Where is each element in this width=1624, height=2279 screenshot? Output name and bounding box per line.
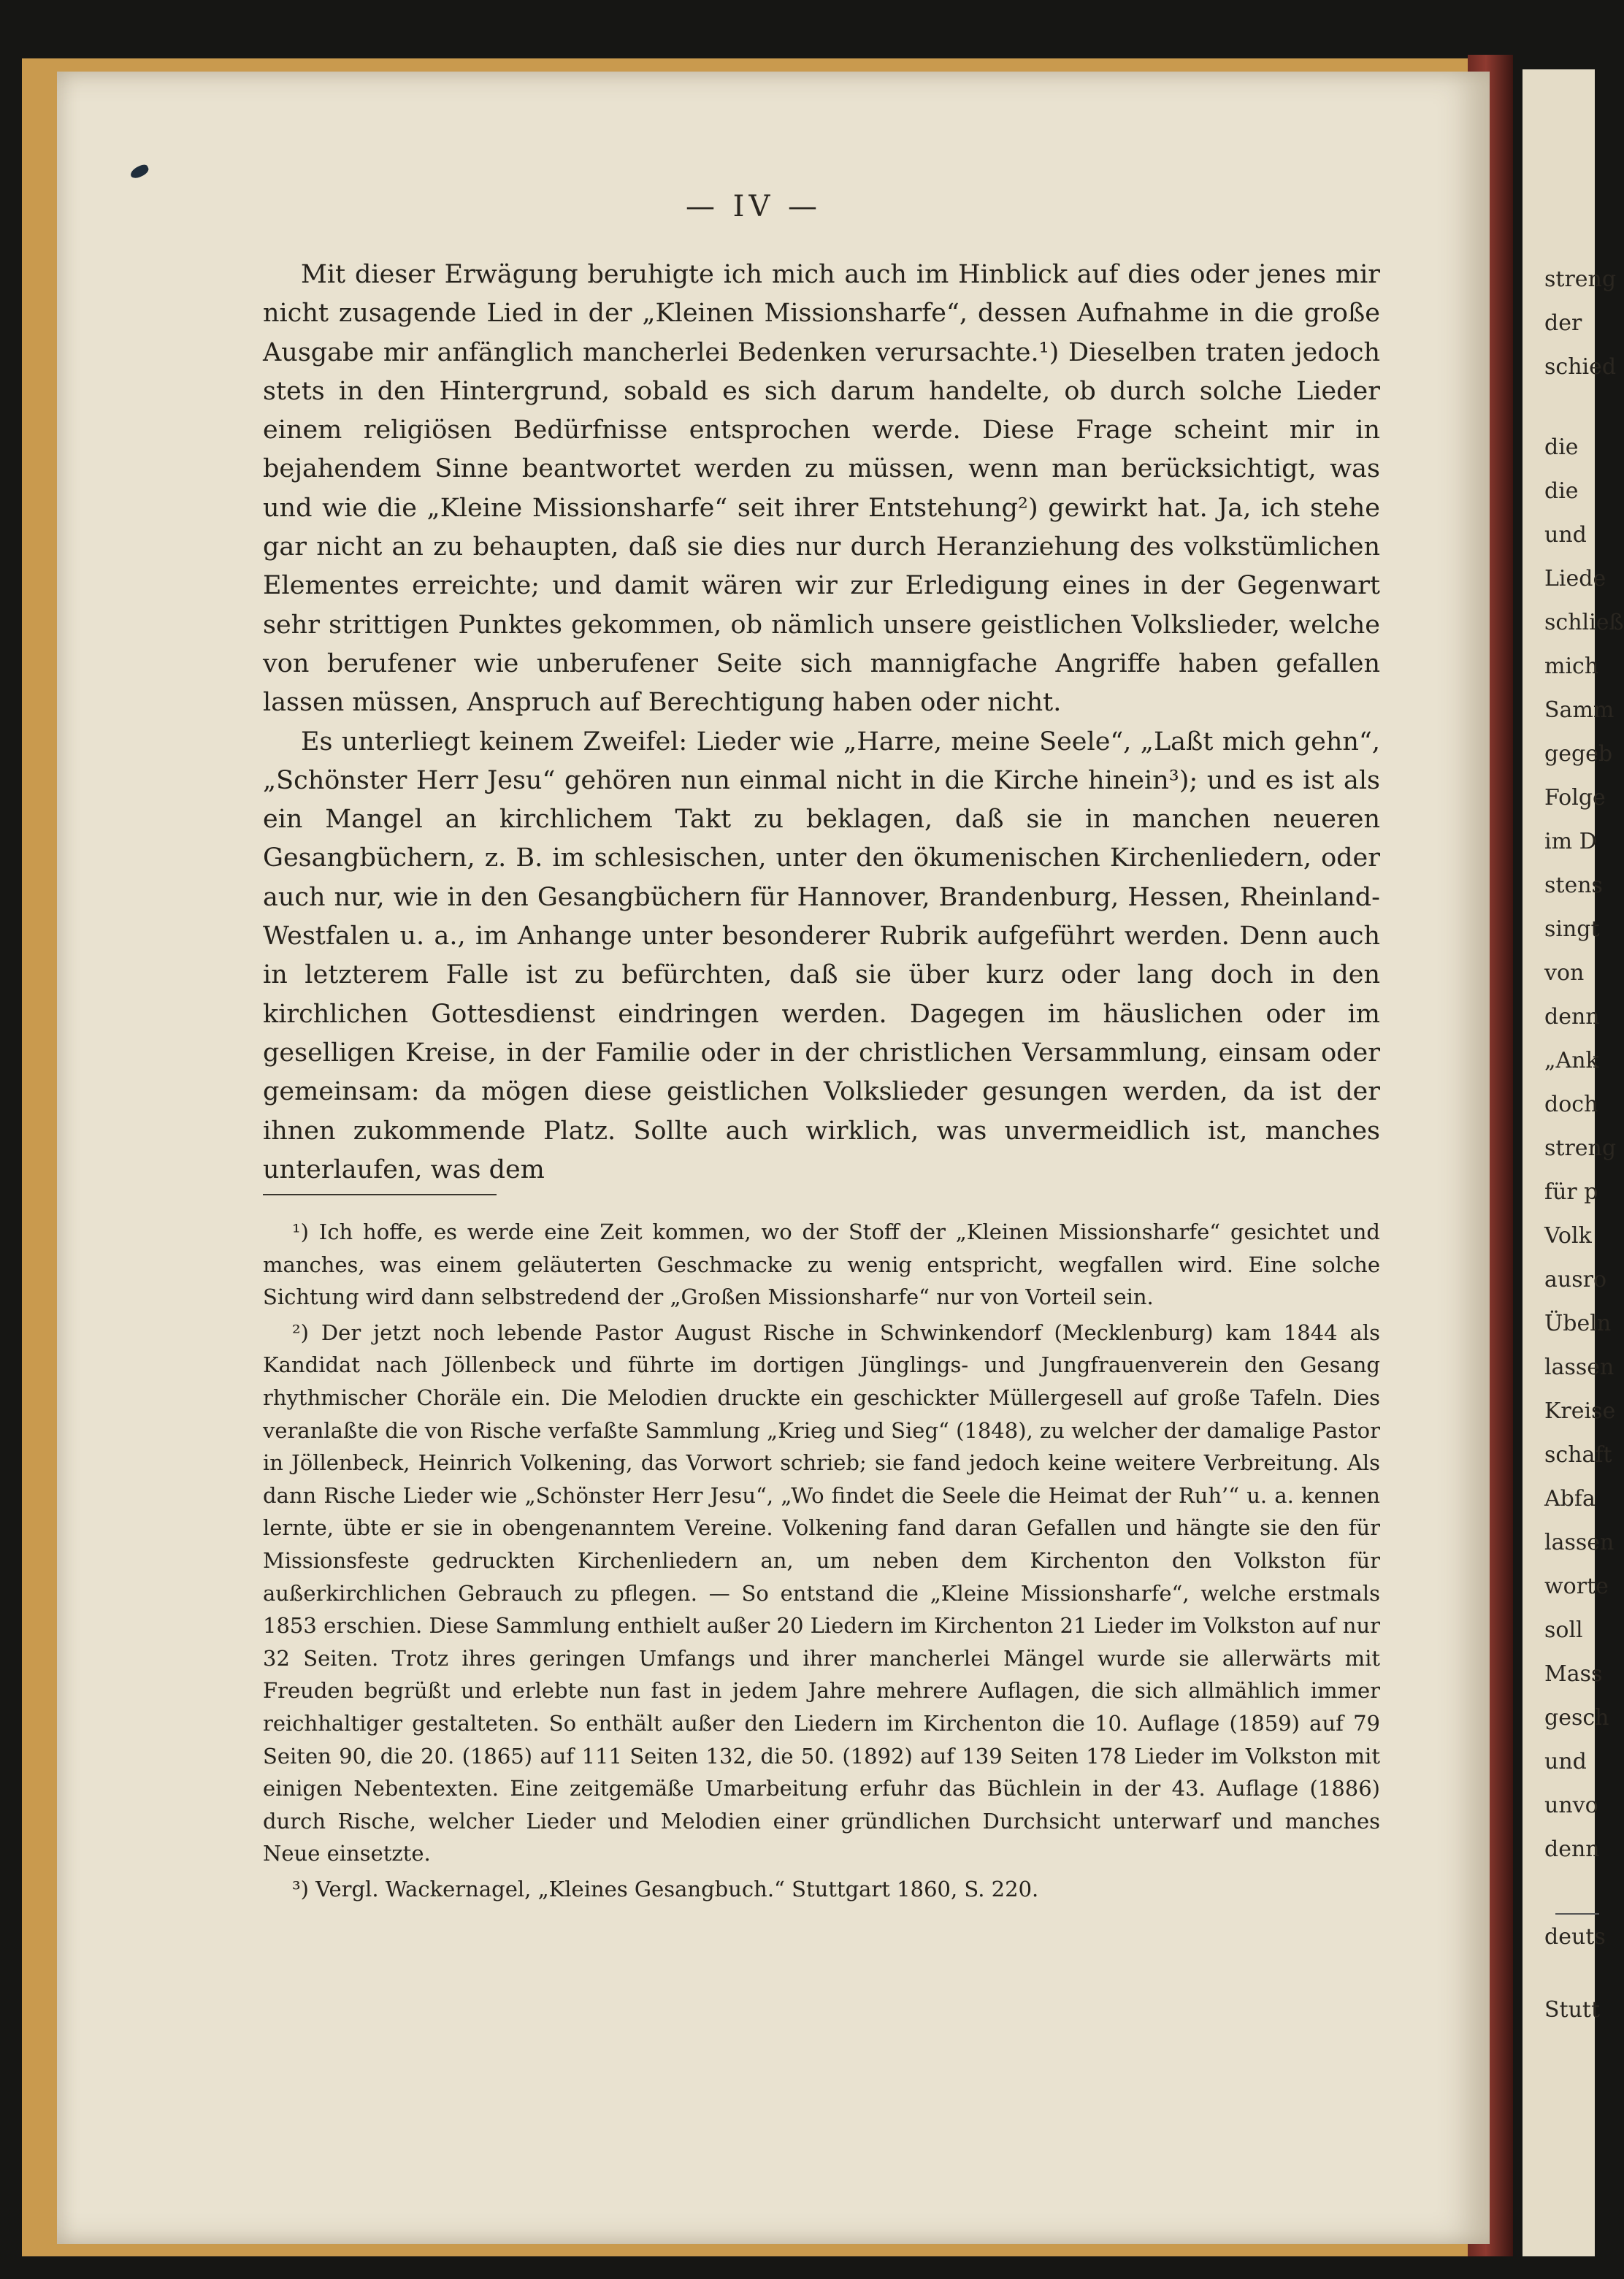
- footnote-text: Vergl. Wackernagel, „Kleines Gesangbuch.“ Stuttgart 1860, S. 220.: [315, 1876, 1039, 1901]
- adjacent-footnote-rule: [1555, 1913, 1599, 1915]
- adjacent-page-text: Volk: [1544, 1223, 1592, 1249]
- adjacent-page-text: Abfa: [1544, 1486, 1596, 1512]
- adjacent-page-text: stens: [1544, 873, 1603, 898]
- adjacent-page-text: unvo: [1544, 1793, 1598, 1818]
- adjacent-page-text: von: [1544, 960, 1585, 986]
- adjacent-page-text: „Ank: [1544, 1048, 1599, 1073]
- adjacent-page-text: gesch: [1544, 1705, 1609, 1731]
- adjacent-page-text: Kreise: [1544, 1398, 1616, 1424]
- adjacent-page-text: soll: [1544, 1617, 1583, 1643]
- adjacent-page-text: Samm: [1544, 697, 1615, 723]
- page-number: — IV —: [685, 190, 822, 223]
- paragraph-2: Es unterliegt keinem Zweifel: Lieder wie „Harre, meine Seele“, „Laßt mich gehn“, „Schönster Herr Jesu“ gehören nun einmal nicht in die Kirche hinein³); und es ist als ein Mangel an kirchlichem Takt zu beklagen, daß sie in manchen neueren Gesangbüchern, z. B. im schlesischen, unter den ökumenischen Kirchenliedern, oder auch nur, wie in den Gesangbüchern für Hannover, Brandenburg, Hessen, Rheinland-Westfalen u. a., im Anhange unter besonderer Rubrik aufgeführt werden. Denn auch in letzterem Falle ist zu befürchten, daß sie über kurz oder lang doch in den kirchlichen Gottesdienst eindringen werden. Dagegen im häuslichen oder im geselligen Kreise, in der Familie oder in der christlichen Versammlung, einsam oder gemeinsam: da mögen diese geistlichen Volkslieder gesungen werden, da ist der ihnen zukommende Platz. Sollte auch wirklich, was unvermeidlich ist, manches unterlaufen, was dem: [263, 727, 1380, 1184]
- paragraph-1: Mit dieser Erwägung beruhigte ich mich auch im Hinblick auf dies oder jenes mir nicht zusagende Lied in der „Kleinen Missionsharfe“, dessen Aufnahme in die große Ausgabe mir anfänglich mancherlei Bedenken verursachte.¹) Dieselben traten jedoch stets in den Hintergrund, sobald es sich darum handelte, ob durch solche Lieder einem religiösen Bedürfnisse entsprochen werde. Diese Frage scheint mir in bejahendem Sinne beantwortet werden zu müssen, wenn man berücksichtigt, was und wie die „Kleine Missionsharfe“ seit ihrer Entstehung²) gewirkt hat. Ja, ich stehe gar nicht an zu behaupten, daß sie dies nur durch Heranziehung des volkstümlichen Elementes erreichte; und damit wären wir zur Erledigung eines in der Gegenwart sehr strittigen Punktes gekommen, ob nämlich unsere geistlichen Volkslieder, welche von berufener wie unberufener Seite sich mannigfache Angriffe haben gefallen lassen müssen, Anspruch auf Berechtigung haben oder nicht.: [263, 260, 1380, 718]
- adjacent-page-text: Folge: [1544, 785, 1606, 811]
- adjacent-page-text: die: [1544, 478, 1579, 504]
- footnote-3: [263, 1873, 1380, 1906]
- adjacent-page-text: mich: [1544, 654, 1599, 679]
- footnote-text: Der jetzt noch lebende Pastor August Rische in Schwinkendorf (Mecklenburg) kam 1844 als Kandidat nach Jöllenbeck und führte im dortigen Jünglings- und Jungfrauenverein den Gesang rhythmischer Choräle ein. Die Melodien druckte ein geschickter Müllergesell auf große Tafeln. Dies veranlaßte die von Rische verfaßte Sammlung „Krieg und Sieg“ (1848), zu welcher der damalige Pastor in Jöllenbeck, Heinrich Volkening, das Vorwort schrieb; sie fand jedoch keine weitere Verbreitung. Als dann Rische Lieder wie „Schönster Herr Jesu“, „Wo findet die Seele die Heimat der Ruh’“ u. a. kennen lernte, übte er sie in obengenanntem Vereine. Volkening fand daran Gefallen und hängte sie den für Missionsfeste gedruckten Kirchenliedern an, um neben dem Kirchenton den Volkston für außerkirchlichen Gebrauch zu pflegen. — So entstand die „Kleine Missionsharfe“, welche erstmals 1853 erschien. Diese Sammlung enthielt außer 20 Liedern im Kirchenton 21 Lieder im Volkston auf nur 32 Seiten. Trotz ihres geringen Umfangs und ihrer mancherlei Mängel wurde sie allerwärts mit Freuden begrüßt und erlebte nun fast in jedem Jahre mehrere Auflagen, die sich allmählich immer reichhaltiger gestalteten. So enthält außer den Liedern im Kirchenton die 10. Auflage (1859) auf 79 Seiten 90, die 20. (1865) auf 111 Seiten 132, die 50. (1892) auf 139 Seiten 178 Lieder im Volkston mit einigen Nebentexten. Eine zeitgemäße Umarbeitung erfuhr das Büchlein in der 43. Auflage (1886) durch Rische, welcher Lieder und Melodien einer gründlichen Durchsicht unterwarf und manches Neue einsetzte.: [263, 1319, 1380, 1866]
- adjacent-page-text: Mass: [1544, 1661, 1603, 1687]
- adjacent-page-text: für p: [1544, 1179, 1598, 1205]
- footnote-separator: [263, 1194, 497, 1195]
- adjacent-page-text: und: [1544, 522, 1587, 548]
- adjacent-page-text: ausro: [1544, 1267, 1607, 1292]
- adjacent-page-text: der: [1544, 310, 1582, 336]
- adjacent-page-text: und: [1544, 1749, 1587, 1774]
- adjacent-page-text: gegeb: [1544, 741, 1613, 767]
- adjacent-page-text: im D: [1544, 829, 1597, 854]
- adjacent-page-text: Übeln: [1544, 1311, 1612, 1336]
- footnote-1: [263, 1216, 1380, 1314]
- adjacent-page-text: streng: [1544, 267, 1617, 292]
- adjacent-page-text: worte: [1544, 1574, 1609, 1599]
- adjacent-page-text: schaft: [1544, 1442, 1612, 1468]
- adjacent-page-text: deuts: [1544, 1924, 1606, 1950]
- main-text: [263, 256, 1380, 1190]
- adjacent-page-text: Stutt: [1544, 1997, 1601, 2023]
- adjacent-page-text: lassen: [1544, 1530, 1615, 1555]
- adjacent-page-text: schließ: [1544, 610, 1624, 635]
- adjacent-page-edge: [1522, 69, 1624, 2256]
- adjacent-page-text: denn: [1544, 1836, 1600, 1862]
- footnotes: [263, 1216, 1380, 1908]
- adjacent-page-text: lassen: [1544, 1355, 1615, 1380]
- footnote-text: Ich hoffe, es werde eine Zeit kommen, wo der Stoff der „Kleinen Missionsharfe“ gesichtet und manches, was einem geläuterten Geschmacke zu wenig entspricht, wegfallen wird. Eine solche Sichtung wird dann selbstredend der „Großen Missionsharfe“ nur von Vorteil sein.: [263, 1219, 1380, 1310]
- adjacent-page-text: die: [1544, 434, 1579, 460]
- adjacent-page-text: denn: [1544, 1004, 1600, 1030]
- adjacent-page-text: streng: [1544, 1135, 1617, 1161]
- footnote-marker: ²): [292, 1319, 309, 1345]
- footnote-2: [263, 1317, 1380, 1870]
- adjacent-page-text: singt: [1544, 916, 1600, 942]
- adjacent-page-text: schied: [1544, 354, 1617, 380]
- footnote-marker: ³): [292, 1876, 309, 1901]
- page-header: [0, 190, 1595, 223]
- footnote-marker: ¹): [292, 1219, 309, 1244]
- adjacent-page-text: Liede: [1544, 566, 1606, 591]
- adjacent-page-text: doch: [1544, 1092, 1598, 1117]
